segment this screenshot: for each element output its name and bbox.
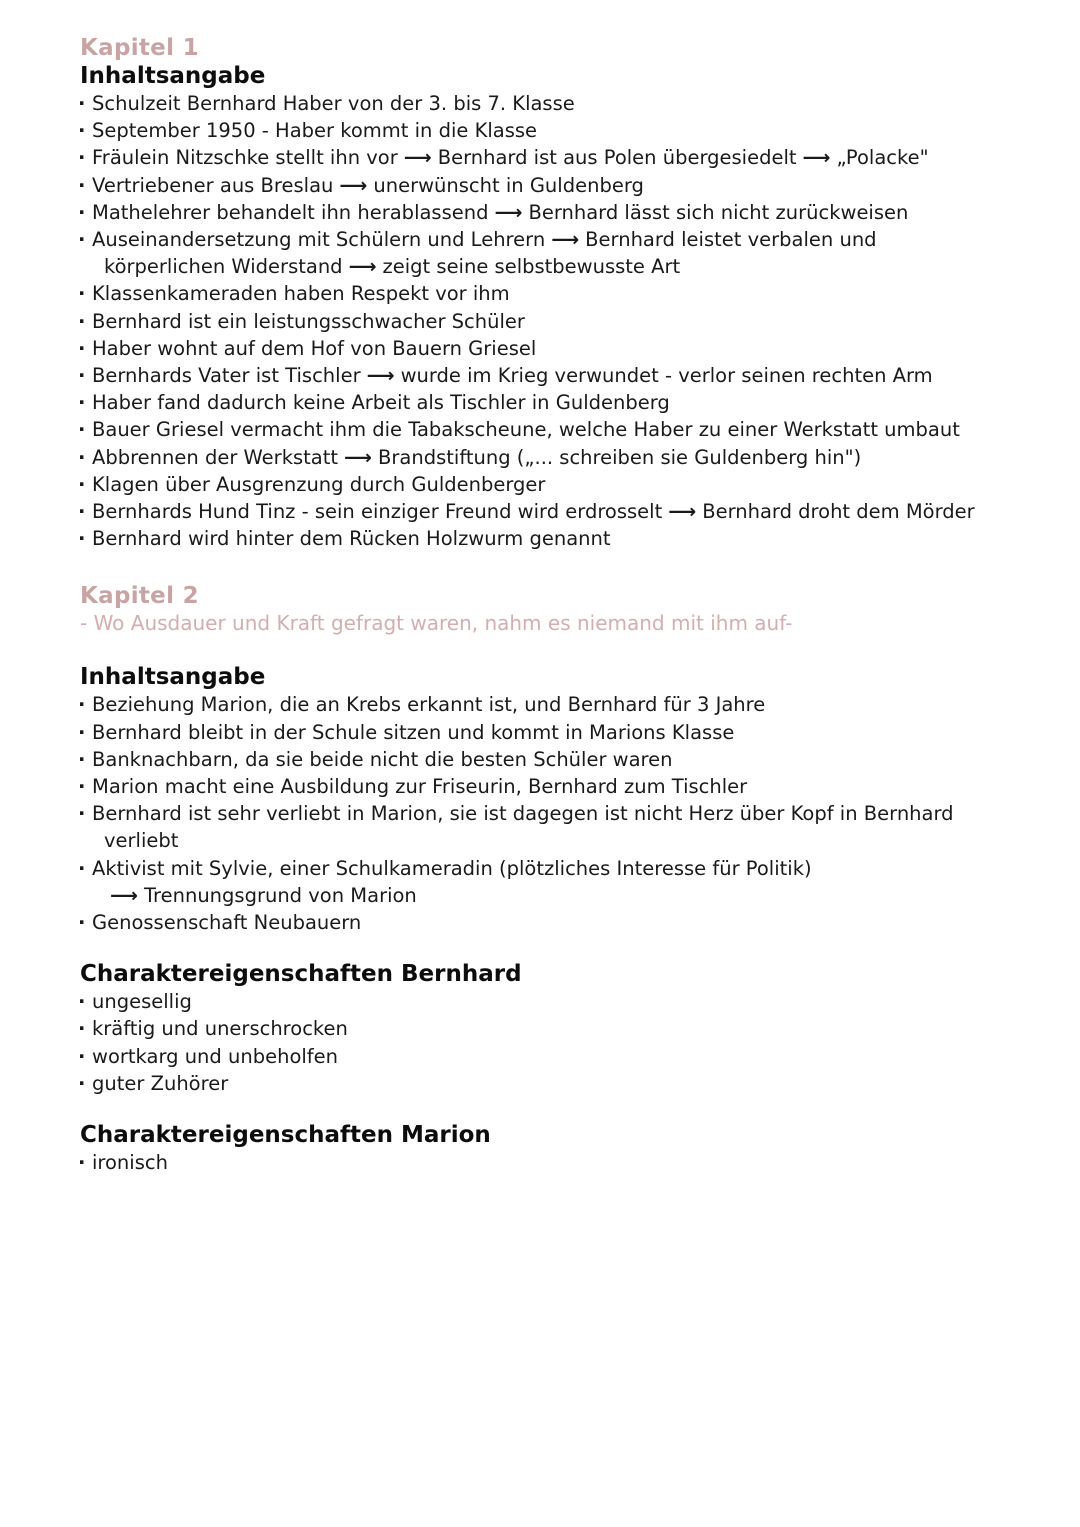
item-text: Vertriebener aus Breslau	[92, 173, 334, 197]
arrow-right-icon: ⟶	[339, 173, 368, 197]
item-text: Genossenschaft Neubauern	[92, 911, 362, 935]
arrow-right-icon: ⟶	[348, 255, 377, 279]
item-text: Bernhard lässt sich nicht zurückweisen	[528, 200, 909, 224]
arrow-right-icon: ⟶	[551, 228, 580, 252]
list-item	[80, 1070, 1040, 1097]
arrow-right-icon: ⟶	[494, 200, 523, 224]
list-item	[80, 719, 1040, 746]
item-continuation	[92, 827, 1040, 854]
item-text: Bernhard ist aus Polen übergesiedelt	[437, 146, 797, 170]
item-text: ironisch	[92, 1151, 168, 1175]
item-text: zeigt seine selbstbewusste Art	[382, 255, 681, 279]
list-item	[80, 199, 1040, 226]
item-text: Bernhards Hund Tinz - sein einziger Freund wird erdrosselt	[92, 500, 663, 524]
list-item	[80, 471, 1040, 498]
item-text: Bauer Griesel vermacht ihm die Tabakscheune, welche Haber zu einer Werkstatt umbaut	[92, 418, 960, 442]
item-text: Haber fand dadurch keine Arbeit als Tischler in Guldenberg	[92, 391, 670, 415]
item-text: wortkarg und unbeholfen	[92, 1044, 339, 1068]
item-text: Marion macht eine Ausbildung zur Friseurin, Bernhard zum Tischler	[92, 775, 748, 799]
item-text: guter Zuhörer	[92, 1071, 229, 1095]
traits-bernhard-list	[80, 988, 1040, 1097]
list-item	[80, 308, 1040, 335]
list-item	[80, 226, 1040, 280]
item-text: Bernhard droht dem Mörder	[702, 500, 975, 524]
arrow-right-icon: ⟶	[110, 883, 138, 907]
chapter-2-list	[80, 691, 1040, 936]
list-item	[80, 691, 1040, 718]
item-text: Banknachbarn, da sie beide nicht die besten Schüler waren	[92, 747, 673, 771]
chapter-1-list	[80, 90, 1040, 552]
item-text: Fräulein Nitzschke stellt ihn vor	[92, 146, 398, 170]
item-text: Auseinandersetzung mit Schülern und Lehrern	[92, 228, 546, 252]
list-item	[80, 416, 1040, 443]
list-item	[80, 280, 1040, 307]
item-continuation	[92, 253, 1040, 280]
traits-marion-list	[80, 1149, 1040, 1176]
item-text: Bernhard bleibt in der Schule sitzen und kommt in Marions Klasse	[92, 720, 735, 744]
item-text: Klagen über Ausgrenzung durch Guldenberger	[92, 472, 546, 496]
list-item	[80, 444, 1040, 471]
item-text: Bernhard wird hinter dem Rücken Holzwurm genannt	[92, 527, 611, 551]
list-item	[80, 1149, 1040, 1176]
list-item	[80, 1043, 1040, 1070]
list-item	[80, 389, 1040, 416]
item-text: körperlichen Widerstand	[104, 255, 343, 279]
arrow-right-icon: ⟶	[344, 445, 373, 469]
item-text: kräftig und unerschrocken	[92, 1017, 348, 1041]
list-item	[80, 172, 1040, 199]
item-text: Bernhards Vater ist Tischler	[92, 364, 361, 388]
arrow-right-icon: ⟶	[366, 364, 395, 388]
item-text: Schulzeit Bernhard Haber von der 3. bis 7. Klasse	[92, 92, 575, 115]
notes-page	[80, 34, 1040, 1176]
list-item	[80, 144, 1040, 171]
list-item	[80, 855, 1040, 909]
item-text: Trennungsgrund von Marion	[143, 883, 417, 907]
arrow-right-icon: ⟶	[802, 146, 831, 170]
item-text: Bernhard leistet verbalen und	[585, 228, 877, 252]
item-text: Brandstiftung („... schreiben sie Guldenberg hin")	[378, 445, 862, 469]
list-item	[80, 746, 1040, 773]
arrow-right-icon: ⟶	[668, 500, 697, 524]
list-item	[80, 335, 1040, 362]
list-item	[80, 525, 1040, 552]
item-text: „Polacke"	[836, 146, 929, 170]
item-text: Abbrennen der Werkstatt	[92, 445, 339, 469]
traits-marion-heading: Charaktereigenschaften Marion	[80, 1122, 491, 1149]
chapter-2-subtitle: - Wo Ausdauer und Kraft gefragt waren, nahm es niemand mit ihm auf-	[80, 611, 793, 636]
chapter-1-label: Kapitel 1	[80, 35, 199, 61]
item-text: Bernhard ist sehr verliebt in Marion, sie ist dagegen ist nicht Herz über Kopf in Bernhard	[92, 802, 954, 826]
item-continuation	[92, 882, 1040, 909]
item-text: Aktivist mit Sylvie, einer Schulkameradin (plötzliches Interesse für Politik)	[92, 856, 812, 880]
list-item	[80, 90, 1040, 117]
arrow-right-icon: ⟶	[403, 146, 432, 170]
list-item	[80, 773, 1040, 800]
item-text: Haber wohnt auf dem Hof von Bauern Griesel	[92, 336, 537, 360]
item-text: Beziehung Marion, die an Krebs erkannt ist, und Bernhard für 3 Jahre	[92, 693, 766, 717]
item-text: Mathelehrer behandelt ihn herablassend	[92, 200, 489, 224]
item-text: unerwünscht in Guldenberg	[373, 173, 644, 197]
list-item	[80, 988, 1040, 1015]
list-item	[80, 498, 1040, 525]
item-text: September 1950 - Haber kommt in die Klasse	[92, 119, 538, 143]
list-item	[80, 800, 1040, 854]
item-text: verliebt	[104, 829, 179, 853]
list-item	[80, 362, 1040, 389]
list-item	[80, 909, 1040, 936]
chapter-2-heading: Inhaltsangabe	[80, 664, 266, 691]
item-text: wurde im Krieg verwundet - verlor seinen rechten Arm	[400, 364, 933, 388]
chapter-2-label: Kapitel 2	[80, 583, 199, 610]
list-item	[80, 1015, 1040, 1042]
list-item	[80, 117, 1040, 144]
item-text: Klassenkameraden haben Respekt vor ihm	[92, 282, 510, 306]
item-text: ungesellig	[92, 990, 192, 1014]
item-text: Bernhard ist ein leistungsschwacher Schüler	[92, 309, 525, 333]
chapter-1-heading: Inhaltsangabe	[80, 63, 266, 89]
traits-bernhard-heading: Charaktereigenschaften Bernhard	[80, 961, 522, 988]
